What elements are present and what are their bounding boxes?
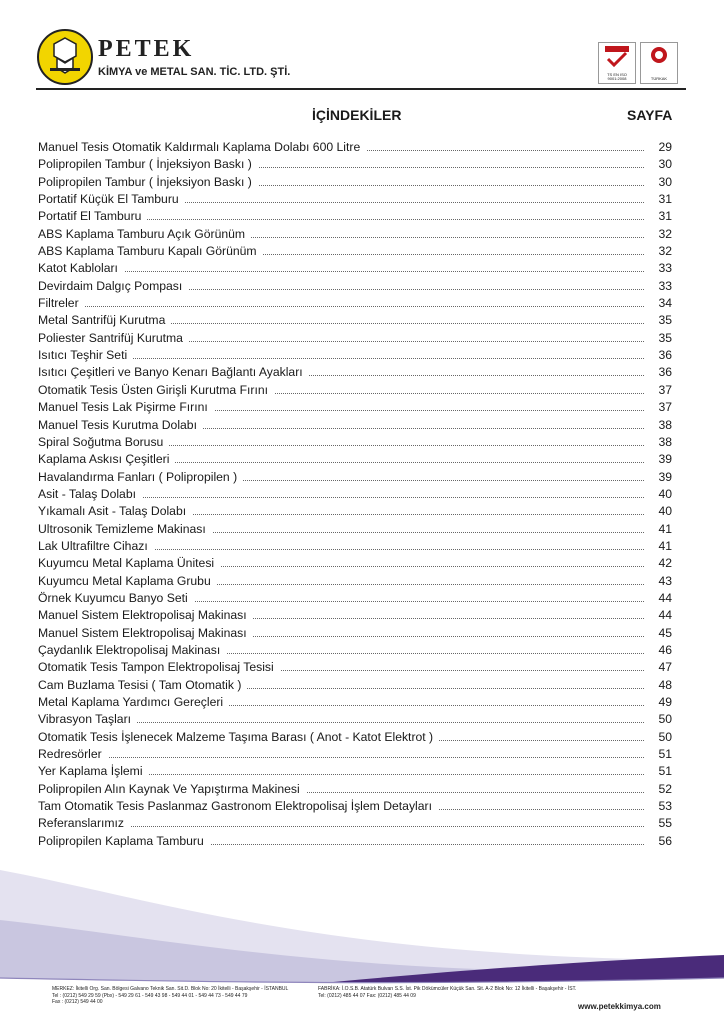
toc-entry-title: Poliester Santrifüj Kurutma (38, 330, 189, 347)
toc-entry-page: 31 (658, 192, 672, 207)
toc-leader-dots (38, 306, 644, 307)
toc-entry-page: 49 (658, 695, 672, 709)
toc-entry-title: Örnek Kuyumcu Banyo Seti (38, 590, 194, 607)
toc-entry-title: ABS Kaplama Tamburu Kapalı Görünüm (38, 243, 263, 260)
toc-entry-title: Polipropilen Tambur ( İnjeksiyon Baskı ) (38, 174, 258, 191)
toc-entry (38, 208, 672, 225)
toc-entry (38, 659, 672, 676)
toc-entry (38, 503, 672, 520)
toc-entry-page: 36 (658, 365, 672, 380)
turkak-cert-badge (640, 42, 678, 84)
toc-entry (38, 590, 672, 607)
toc-page-header: SAYFA (627, 107, 673, 123)
toc-entry-page: 39 (658, 452, 672, 467)
toc-entry-title: Metal Kaplama Yardımcı Gereçleri (38, 694, 229, 711)
toc-entry (38, 746, 672, 763)
toc-entry-title: Redresörler (38, 746, 108, 763)
toc-entry-page: 34 (658, 296, 672, 311)
toc-entry-page: 32 (658, 226, 672, 241)
toc-entry-page: 37 (658, 382, 672, 397)
toc-entry-page: 38 (658, 434, 672, 449)
toc-entry (38, 538, 672, 555)
toc-entry-title: Kuyumcu Metal Kaplama Ünitesi (38, 555, 220, 572)
toc-entry (38, 295, 672, 312)
hq-phone: Tel : (0212) 549 29 59 (Pbx) - 549 29 61 - 549 43 98 - 549 44 01 - 549 44 73 - 549 44 79 (52, 992, 248, 999)
toc-entry-page: 30 (658, 157, 672, 172)
toc-entry-page: 45 (658, 625, 672, 640)
hq-address: MERKEZ: İkitelli Org. San. Bölgesi Galvano Teknik San. Sit.D. Blok No: 20 İkitelli - Başakşehir - İSTANBUL (52, 986, 289, 992)
toc-entry (38, 330, 672, 347)
toc-entry (38, 434, 672, 451)
toc-entry-title: Referanslarımız (38, 815, 130, 832)
toc-entry-title: Manuel Sistem Elektropolisaj Makinası (38, 607, 253, 624)
toc-entry (38, 555, 672, 572)
toc-entry-title: Vibrasyon Taşları (38, 711, 137, 728)
toc-entry (38, 312, 672, 329)
toc-entry (38, 451, 672, 468)
toc-entry-title: Kaplama Askısı Çeşitleri (38, 451, 175, 468)
toc-entry (38, 781, 672, 798)
toc-leader-dots (38, 271, 644, 272)
toc-entry-page: 51 (658, 764, 672, 779)
toc-entry-page: 48 (658, 677, 672, 692)
toc-title: İÇİNDEKİLER (312, 107, 402, 123)
toc-entry-title: Isıtıcı Teşhir Seti (38, 347, 133, 364)
toc-entry (38, 156, 672, 173)
toc-entry-title: Manuel Tesis Kurutma Dolabı (38, 417, 203, 434)
toc-entry-page: 47 (658, 660, 672, 675)
toc-list (38, 139, 672, 850)
toc-entry (38, 677, 672, 694)
toc-entry-page: 31 (658, 209, 672, 224)
toc-entry (38, 364, 672, 381)
toc-entry-page: 33 (658, 278, 672, 293)
hq-fax: Fax : (0212) 549 44 00 (52, 999, 103, 1005)
toc-leader-dots (38, 757, 644, 758)
toc-entry (38, 763, 672, 780)
toc-entry-title: Filtreler (38, 295, 85, 312)
toc-entry (38, 226, 672, 243)
toc-entry-page: 53 (658, 799, 672, 814)
toc-entry (38, 486, 672, 503)
toc-entry-title: Çaydanlık Elektropolisaj Makinası (38, 642, 226, 659)
iso-cert-badge (598, 42, 636, 84)
toc-entry-title: Polipropilen Tambur ( İnjeksiyon Baskı ) (38, 156, 258, 173)
toc-entry-title: Portatif El Tamburu (38, 208, 147, 225)
toc-entry-title: Isıtıcı Çeşitleri ve Banyo Kenarı Bağlantı Ayakları (38, 364, 309, 381)
toc-entry-page: 33 (658, 261, 672, 276)
toc-entry (38, 417, 672, 434)
iso-cert-label: TS EN ISO 9001:2008 (607, 72, 627, 81)
toc-entry-page: 32 (658, 244, 672, 259)
header-divider (36, 88, 686, 90)
toc-entry (38, 382, 672, 399)
toc-entry-title: Otomatik Tesis İşlenecek Malzeme Taşıma Barası ( Anot - Katot Elektrot ) (38, 729, 439, 746)
toc-entry-title: Portatif Küçük El Tamburu (38, 191, 185, 208)
toc-entry (38, 347, 672, 364)
toc-entry-page: 37 (658, 400, 672, 415)
toc-entry-page: 36 (658, 348, 672, 363)
footer-hq (52, 986, 314, 1006)
toc-entry-page: 39 (658, 469, 672, 484)
toc-entry-page: 38 (658, 417, 672, 432)
toc-entry (38, 694, 672, 711)
toc-entry-title: Tam Otomatik Tesis Paslanmaz Gastronom Elektropolisaj İşlem Detayları (38, 798, 438, 815)
toc-entry (38, 260, 672, 277)
toc-entry-title: Ultrosonik Temizleme Makinası (38, 521, 212, 538)
toc-entry-title: Cam Buzlama Tesisi ( Tam Otomatik ) (38, 677, 247, 694)
toc-entry-page: 40 (658, 504, 672, 519)
website-link[interactable]: www.petekkimya.com (578, 1002, 661, 1011)
toc-entry (38, 191, 672, 208)
toc-entry-page: 41 (658, 538, 672, 553)
toc-entry-title: Asit - Talaş Dolabı (38, 486, 142, 503)
petek-logo-icon (36, 28, 94, 86)
toc-entry-page: 46 (658, 642, 672, 657)
toc-entry-title: Devirdaim Dalgıç Pompası (38, 278, 188, 295)
toc-entry-title: Manuel Tesis Lak Pişirme Fırını (38, 399, 214, 416)
toc-entry-title: Polipropilen Alın Kaynak Ve Yapıştırma Makinesi (38, 781, 306, 798)
toc-entry (38, 243, 672, 260)
toc-entry-page: 44 (658, 608, 672, 623)
toc-entry-page: 50 (658, 729, 672, 744)
toc-entry-title: Katot Kabloları (38, 260, 124, 277)
footer-factory (318, 986, 648, 999)
toc-entry (38, 521, 672, 538)
toc-entry (38, 399, 672, 416)
turkak-seal-icon (641, 43, 677, 73)
toc-entry-page: 41 (658, 521, 672, 536)
toc-entry-title: Yıkamalı Asit - Talaş Dolabı (38, 503, 192, 520)
checkmark-icon (599, 43, 635, 71)
toc-entry (38, 469, 672, 486)
toc-entry-page: 55 (658, 816, 672, 831)
toc-entry (38, 711, 672, 728)
toc-entry-title: Manuel Tesis Otomatik Kaldırmalı Kaplama Dolabı 600 Litre (38, 139, 366, 156)
toc-entry-title: Otomatik Tesis Tampon Elektropolisaj Tesisi (38, 659, 280, 676)
factory-phone: Tel: (0212) 485 44 07 Fax: (0212) 485 44 09 (318, 992, 416, 999)
factory-address: FABRİKA: İ.O.S.B. Atatürk Bulvarı S.S. İst. Pik Dökümcüler Küçük San. Sit. A-2 Blok No: 12 İkitelli - Başakşehir - İST. (318, 986, 577, 992)
company-subtitle: KİMYA ve METAL SAN. TİC. LTD. ŞTİ. (98, 66, 291, 78)
toc-entry (38, 625, 672, 642)
toc-entry-page: 44 (658, 590, 672, 605)
toc-entry-page: 30 (658, 174, 672, 189)
toc-entry-page: 40 (658, 486, 672, 501)
toc-entry (38, 729, 672, 746)
turkak-cert-label: TÜRKAK (650, 76, 668, 81)
toc-entry-page: 52 (658, 781, 672, 796)
toc-entry (38, 573, 672, 590)
toc-entry-page: 56 (658, 833, 672, 848)
company-name: PETEK (98, 36, 195, 62)
toc-entry (38, 642, 672, 659)
toc-entry-title: Lak Ultrafiltre Cihazı (38, 538, 154, 555)
toc-entry-title: Polipropilen Kaplama Tamburu (38, 833, 210, 850)
toc-entry-title: Metal Santrifüj Kurutma (38, 312, 171, 329)
toc-entry-page: 50 (658, 712, 672, 727)
toc-entry-title: Spiral Soğutma Borusu (38, 434, 169, 451)
toc-entry-page: 43 (658, 573, 672, 588)
toc-entry-page: 35 (658, 330, 672, 345)
toc-entry-title: Havalandırma Fanları ( Polipropilen ) (38, 469, 243, 486)
toc-entry-title: Kuyumcu Metal Kaplama Grubu (38, 573, 217, 590)
toc-entry-page: 51 (658, 747, 672, 762)
toc-entry (38, 278, 672, 295)
toc-entry-page: 35 (658, 313, 672, 328)
toc-entry-title: ABS Kaplama Tamburu Açık Görünüm (38, 226, 251, 243)
page-header (36, 28, 686, 88)
toc-entry-title: Manuel Sistem Elektropolisaj Makinası (38, 625, 253, 642)
toc-entry (38, 174, 672, 191)
toc-entry-title: Otomatik Tesis Üsten Girişli Kurutma Fırını (38, 382, 274, 399)
toc-entry-title: Yer Kaplama İşlemi (38, 763, 149, 780)
toc-entry (38, 607, 672, 624)
toc-entry-page: 29 (658, 140, 672, 154)
toc-entry-page: 42 (658, 556, 672, 571)
toc-entry (38, 139, 672, 156)
